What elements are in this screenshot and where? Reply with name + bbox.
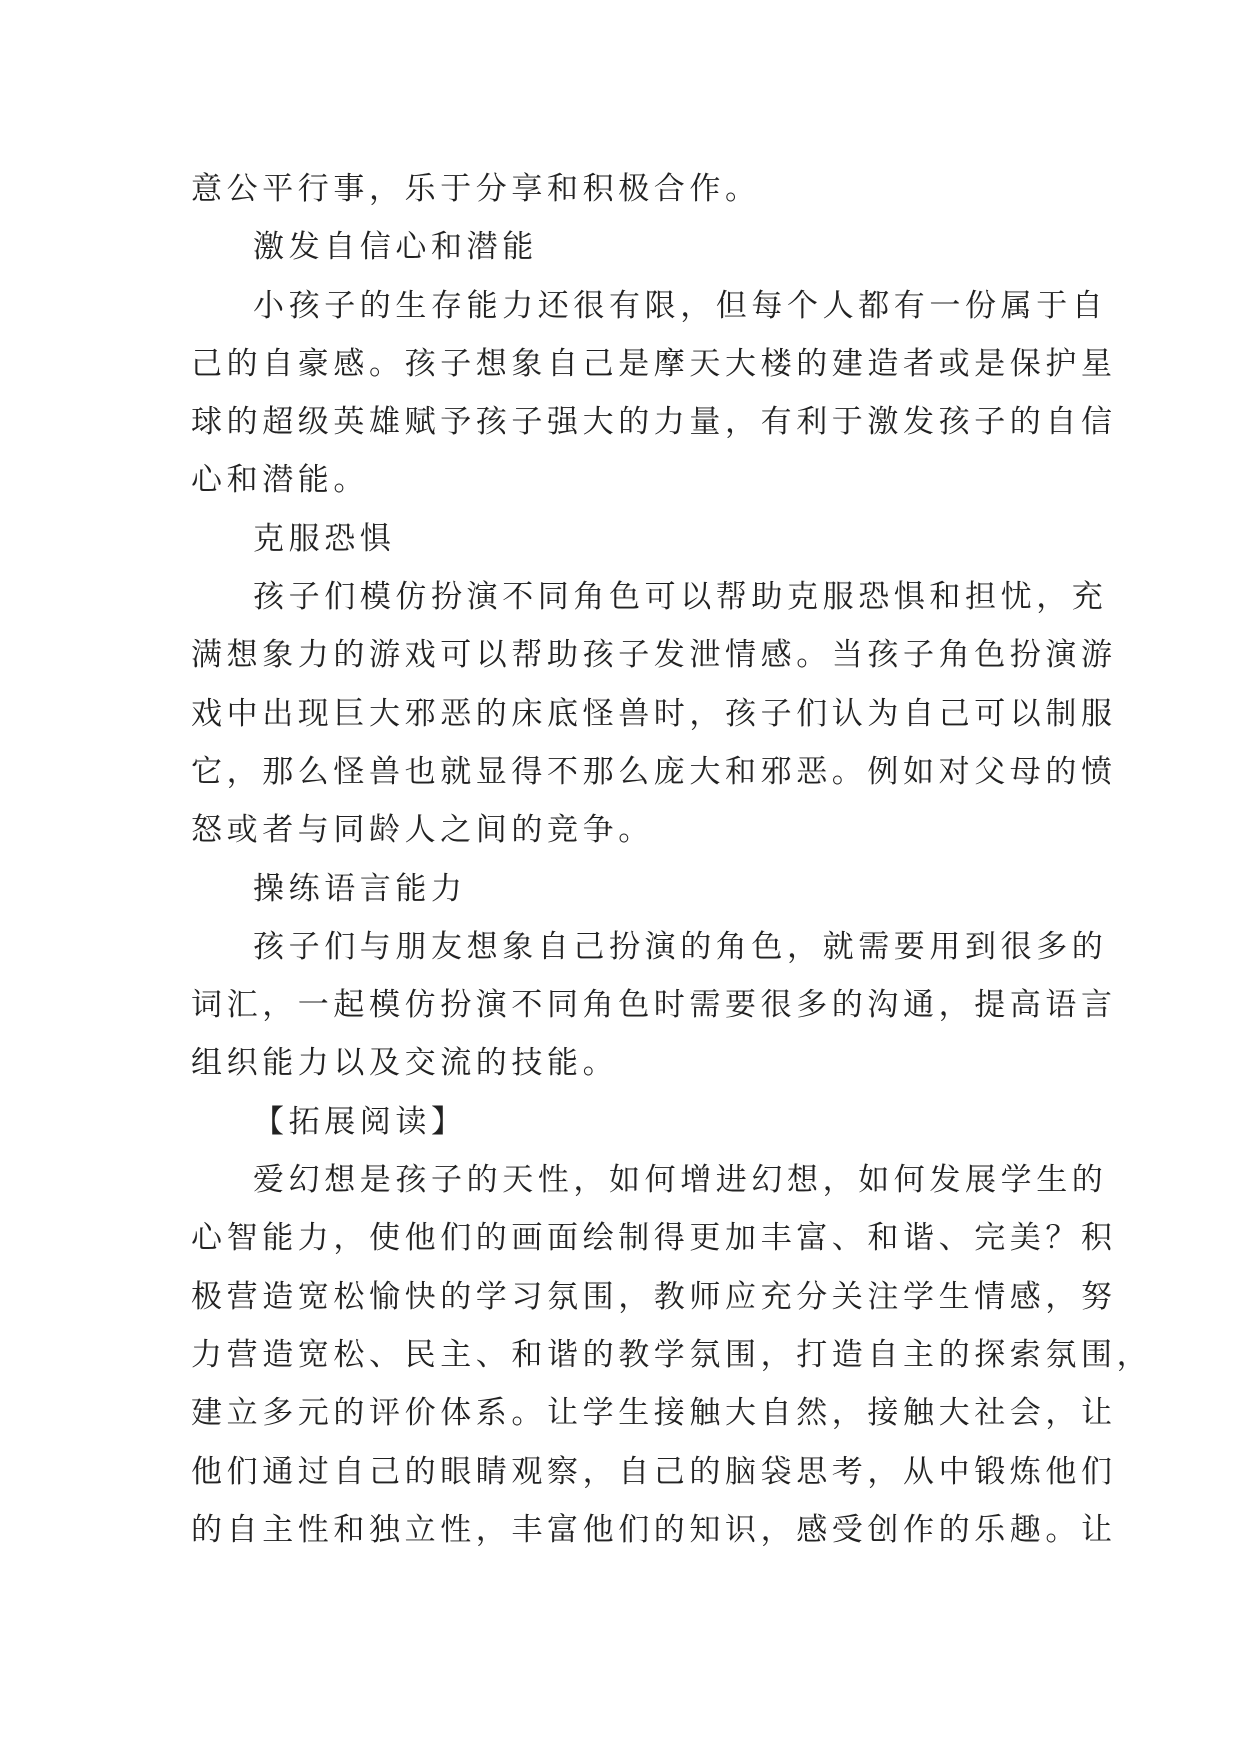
section-heading-language: 操练语言能力: [253, 870, 467, 907]
text-line: 词汇，一起模仿扮演不同角色时需要很多的沟通，提高语言: [191, 987, 1117, 1024]
text-line: 心智能力，使他们的画面绘制得更加丰富、和谐、完美？积: [191, 1220, 1117, 1257]
text-line: 孩子们模仿扮演不同角色可以帮助克服恐惧和担忧，充: [253, 579, 1108, 616]
section-heading-extended-reading: 【拓展阅读】: [253, 1103, 467, 1140]
text-line: 意公平行事，乐于分享和积极合作。: [191, 171, 761, 207]
text-line: 球的超级英雄赋予孩子强大的力量，有利于激发孩子的自信: [191, 404, 1117, 441]
text-line: 爱幻想是孩子的天性，如何增进幻想，如何发展学生的: [253, 1162, 1108, 1199]
text-line: 他们通过自己的眼睛观察，自己的脑袋思考，从中锻炼他们: [191, 1453, 1117, 1490]
text-line: 小孩子的生存能力还很有限，但每个人都有一份属于自: [253, 287, 1108, 324]
text-line: 己的自豪感。孩子想象自己是摩天大楼的建造者或是保护星: [191, 345, 1117, 382]
paragraph-fear: [191, 568, 1117, 859]
text-line: 极营造宽松愉快的学习氛围，教师应充分关注学生情感，努: [191, 1278, 1117, 1315]
text-line: 孩子们与朋友想象自己扮演的角色，就需要用到很多的: [253, 928, 1108, 965]
paragraph-language: [191, 918, 1117, 1093]
text-line: 戏中出现巨大邪恶的床底怪兽时，孩子们认为自己可以制服: [191, 695, 1117, 732]
paragraph-confidence: [191, 277, 1117, 510]
text-line: 建立多元的评价体系。让学生接触大自然，接触大社会，让: [191, 1395, 1117, 1432]
text-line: 满想象力的游戏可以帮助孩子发泄情感。当孩子角色扮演游: [191, 637, 1117, 674]
text-line: 怒或者与同龄人之间的竞争。: [191, 812, 654, 849]
text-line: 力营造宽松、民主、和谐的教学氛围，打造自主的探索氛围，: [191, 1336, 1153, 1373]
paragraph-extended-reading: [191, 1151, 1153, 1559]
text-line: 的自主性和独立性，丰富他们的知识，感受创作的乐趣。让: [191, 1511, 1117, 1548]
text-line: 它，那么怪兽也就显得不那么庞大和邪恶。例如对父母的愤: [191, 753, 1117, 790]
paragraph-intro-tail: [191, 160, 1055, 218]
text-line: 组织能力以及交流的技能。: [191, 1045, 619, 1082]
section-heading-confidence: 激发自信心和潜能: [253, 229, 538, 266]
section-heading-fear: 克服恐惧: [253, 520, 396, 557]
text-line: 心和潜能。: [191, 462, 369, 499]
document-body: [191, 160, 1153, 1559]
